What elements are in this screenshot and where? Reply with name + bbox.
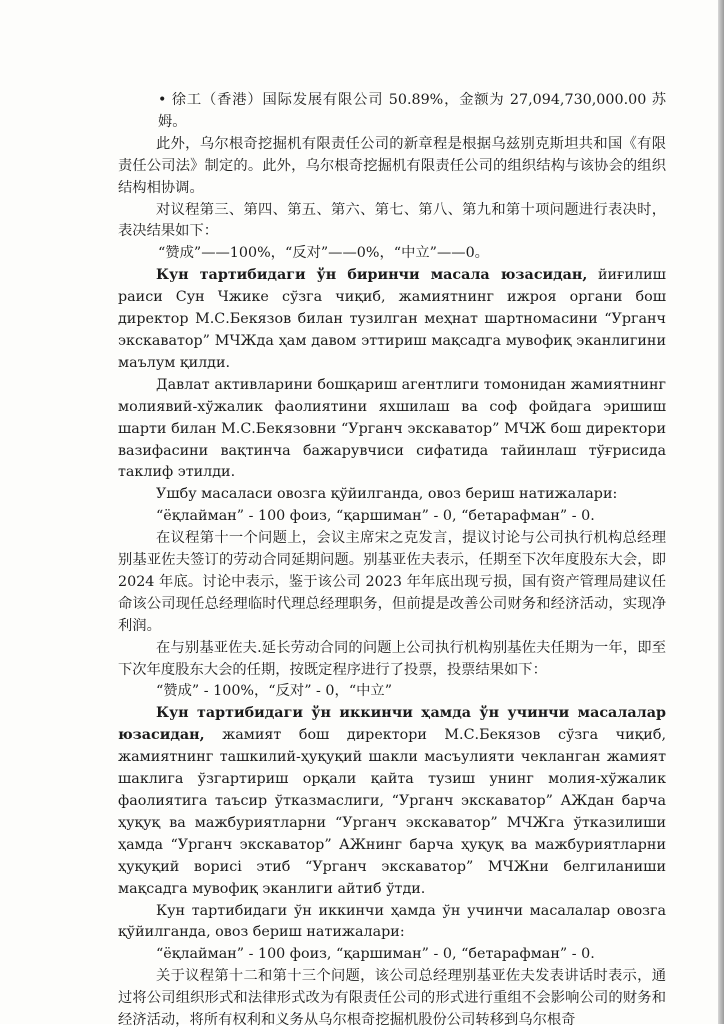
vote-result-uz-line: “ёқлайман” - 100 фоиз, “қаршиман” - 0, “бетарафман” - 0. <box>156 508 595 525</box>
vote-intro-uz-line: Ушбу масаласи овозга қўйилганда, овоз бериш натижалари: <box>156 486 618 503</box>
items-twelve-thirteen-uz-text: жамият бош директори М.С.Бекязов сўзга чиқиб, жамиятнинг ташкилий-ҳуқуқий шакли масъулияти чекланган жамият шаклига ўзгартириш орқали қайта тузиш унинг молия-хўжалик фаолиятига таъсир ўтказмаслиги, “Урганч экскаватор” АЖдан барча ҳуқуқ ва мажбуриятларни “Урганч экскаватор” МЧЖга ўтказилиши ҳамда “Урганч экскаватор” АЖнинг барча ҳуқуқ ва мажбуриятларни ҳуқуқий ворисі этиб “Урганч экскаватор” МЧЖни белгиланиши мақсадга мувофиқ эканлиги айтиб ўтди. <box>118 727 666 897</box>
item-eleven-uz-paragraph <box>118 265 666 375</box>
vote-intro-twelve-thirteen-paragraph: Кун тартибидаги ўн иккинчи ҳамда ўн учинчи масалалар овозга қўйилганда, овоз бериш натижалари: <box>118 902 666 941</box>
items-twelve-thirteen-uz-lead: Кун тартибидаги ўн иккинчи ҳамда ўн учинчи масалалар юзасидан, <box>118 705 666 744</box>
charter-paragraph: 此外，乌尔根奇挖掘机有限责任公司的新章程是根据乌兹别克斯坦共和国《有限责任公司法》制定的。此外，乌尔根奇挖掘机有限责任公司的组织结构与该协会的组织结构相协调。 <box>118 135 666 196</box>
items-twelve-thirteen-uz-paragraph <box>118 703 666 900</box>
vote-result-cn-line: “赞成” - 100%，“反对” - 0，“中立” <box>156 683 393 700</box>
shareholder-line: • 徐工（香港）国际发展有限公司 50.89%，金额为 27,094,730,000.00 苏姆。 <box>158 92 666 130</box>
contract-extension-paragraph: 在与别基亚佐夫.延长劳动合同的问题上公司执行机构别基佐夫任期为一年，即至下次年度股东大会的任期，按既定程序进行了投票，投票结果如下： <box>118 639 666 678</box>
item-eleven-uz-text: йиғилиш раиси Сун Чжике сўзга чиқиб, жамиятнинг ижроя органи бош директор М.С.Бекязов билан тузилган меҳнат шартномасини “Урганч экскаватор” МЧЖда ҳам давом эттириш мақсадга мувофиқ эканлигини маълум қилди. <box>118 267 666 371</box>
item-eleven-cn-paragraph: 在议程第十一个问题上，会议主席宋之克发言，提议讨论与公司执行机构总经理别基亚佐夫签订的劳动合同延期问题。别基亚佐夫表示，任期至下次年度股东大会，即 2024 年底。讨论中表示，鉴于该公司 2023 年年底出现亏损，国有资产管理局建议任命该公司现任总经理临时代理总经理职务，但前提是改善公司财务和经济活动，实现净利润。 <box>118 530 666 634</box>
item-eleven-uz-lead: Кун тартибидаги ўн биринчи масала юзасидан, <box>156 267 588 284</box>
items-twelve-thirteen-cn-paragraph: 关于议程第十二和第十三个问题，该公司总经理别基亚佐夫发表讲话时表示，通过将公司组织形式和法律形式改为有限责任公司的形式进行重组不会影响公司的财务和经济活动，将所有权利和义务从乌尔根奇挖掘机股份公司转移到乌尔根奇 <box>118 968 666 1029</box>
agency-proposal-paragraph: Давлат активларини бошқариш агентлиги томонидан жамиятнинг молиявий-хўжалик фаолиятини яхшилаш ва соф фойдага эришиш шарти билан М.С.Бекязовни “Урганч экскаватор” МЧЖ бош директори вазифасини вақтинча бажарувчиси сифатида тайинлаш тўғрисида таклиф этилди. <box>118 376 666 481</box>
vote-result-line: “赞成”——100%，“反对”——0%，“中立”——0。 <box>158 245 489 262</box>
document-body <box>118 90 666 1032</box>
vote-result-twelve-thirteen-line: “ёқлайман” - 100 фоиз, “қаршиман” - 0, “бетарафман” - 0. <box>156 946 595 963</box>
vote-intro-paragraph: 对议程第三、第四、第五、第六、第七、第八、第九和第十项问题进行表决时，表决结果如下： <box>118 201 666 240</box>
